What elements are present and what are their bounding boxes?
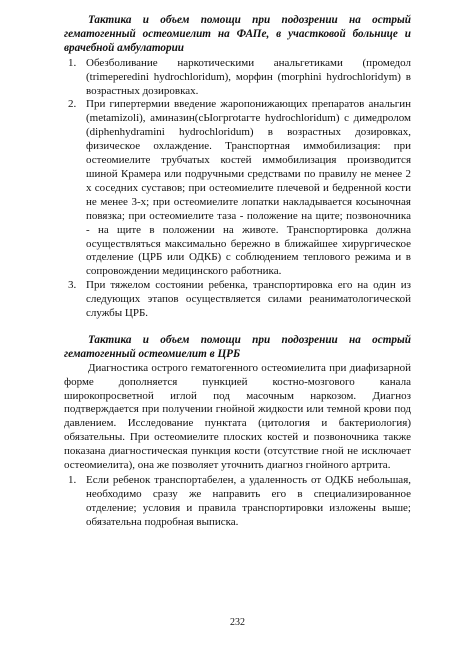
section2-paragraph: Диагностика острого гематогенного остеомиелита при диафизарной форме дополняется пункцией костно-мозгового канала широкопросветной иглой под масочным наркозом. Диагноз подтверждается при получении гнойной жидкости или темной крови под давлением. Исследование пунктата (цитология и бактериология) обязательны. При остеомиелите плоских костей и позвоночника также показана диагностическая пункция кости (отсутствие гной не исключает остеомиелита), она же позволяет уточнить диагноз гнойного артрита. <box>64 361 411 472</box>
section1-heading: Тактика и объем помощи при подозрении на острый гематогенный остеомиелит на ФАПе, в участковой больнице и врачебной амбулатории <box>64 14 411 54</box>
list-item <box>64 57 411 99</box>
section1-list <box>64 57 411 321</box>
list-item <box>64 279 411 321</box>
list-item-number: 2. <box>68 98 77 111</box>
list-item-number: 3. <box>68 279 77 292</box>
page-number: 232 <box>230 617 245 628</box>
section2-list <box>64 474 411 530</box>
list-item-text: При гипертермии введение жаропонижающих препаратов анальгин (metamizoli), аминазин(сЫогргоtагте hydrochloridum) с димедролом (diphenhydramini hydrochloridum) в возрастных дозировках, физическое охлаждение. Транспортная иммобилизация: при остеомиелите трубчатых костей иммобилизация производится шиной Крамера или подручными средствами по правилу не менее 2 х соседних суставов; при остеомиелите плечевой и бедренной кости не менее 3-х; при остеомиелите лопатки накладывается косыночная повязка; при остеомиелите таза - положение на щите; позвоночника - на щите в положении на животе. Транспортировка должна осуществляться максимально бережно в ближайшее хирургическое отделение (ЦРБ или ОДКБ) с соблюдением теплового режима и в сопровождении медицинского работника. <box>86 98 411 278</box>
list-item-text: При тяжелом состоянии ребенка, транспортировка его на один из следующих этапов осуществляется силами реаниматологической службы ЦРБ. <box>86 279 411 320</box>
list-item-number: 1. <box>68 474 77 486</box>
list-item <box>64 98 411 279</box>
section-gap <box>64 321 411 334</box>
list-item-text: Если ребенок транспортабелен, а удаленность от ОДКБ небольшая, необходимо сразу же направить его в специализированное отделение; условия и правила транспортировки изложены выше; обязательна подробная выписка. <box>86 474 411 528</box>
list-item <box>64 474 411 530</box>
section2-heading: Тактика и объем помощи при подозрении на острый гематогенный остеомиелит в ЦРБ <box>64 333 411 360</box>
list-item-text: Обезболивание наркотическими анальгетиками (промедол (trimeperedini hydrochloridum), морфин (morphini hydrochloridym) в возрастных дозировках. <box>86 56 411 97</box>
list-item-number: 1. <box>68 56 77 69</box>
